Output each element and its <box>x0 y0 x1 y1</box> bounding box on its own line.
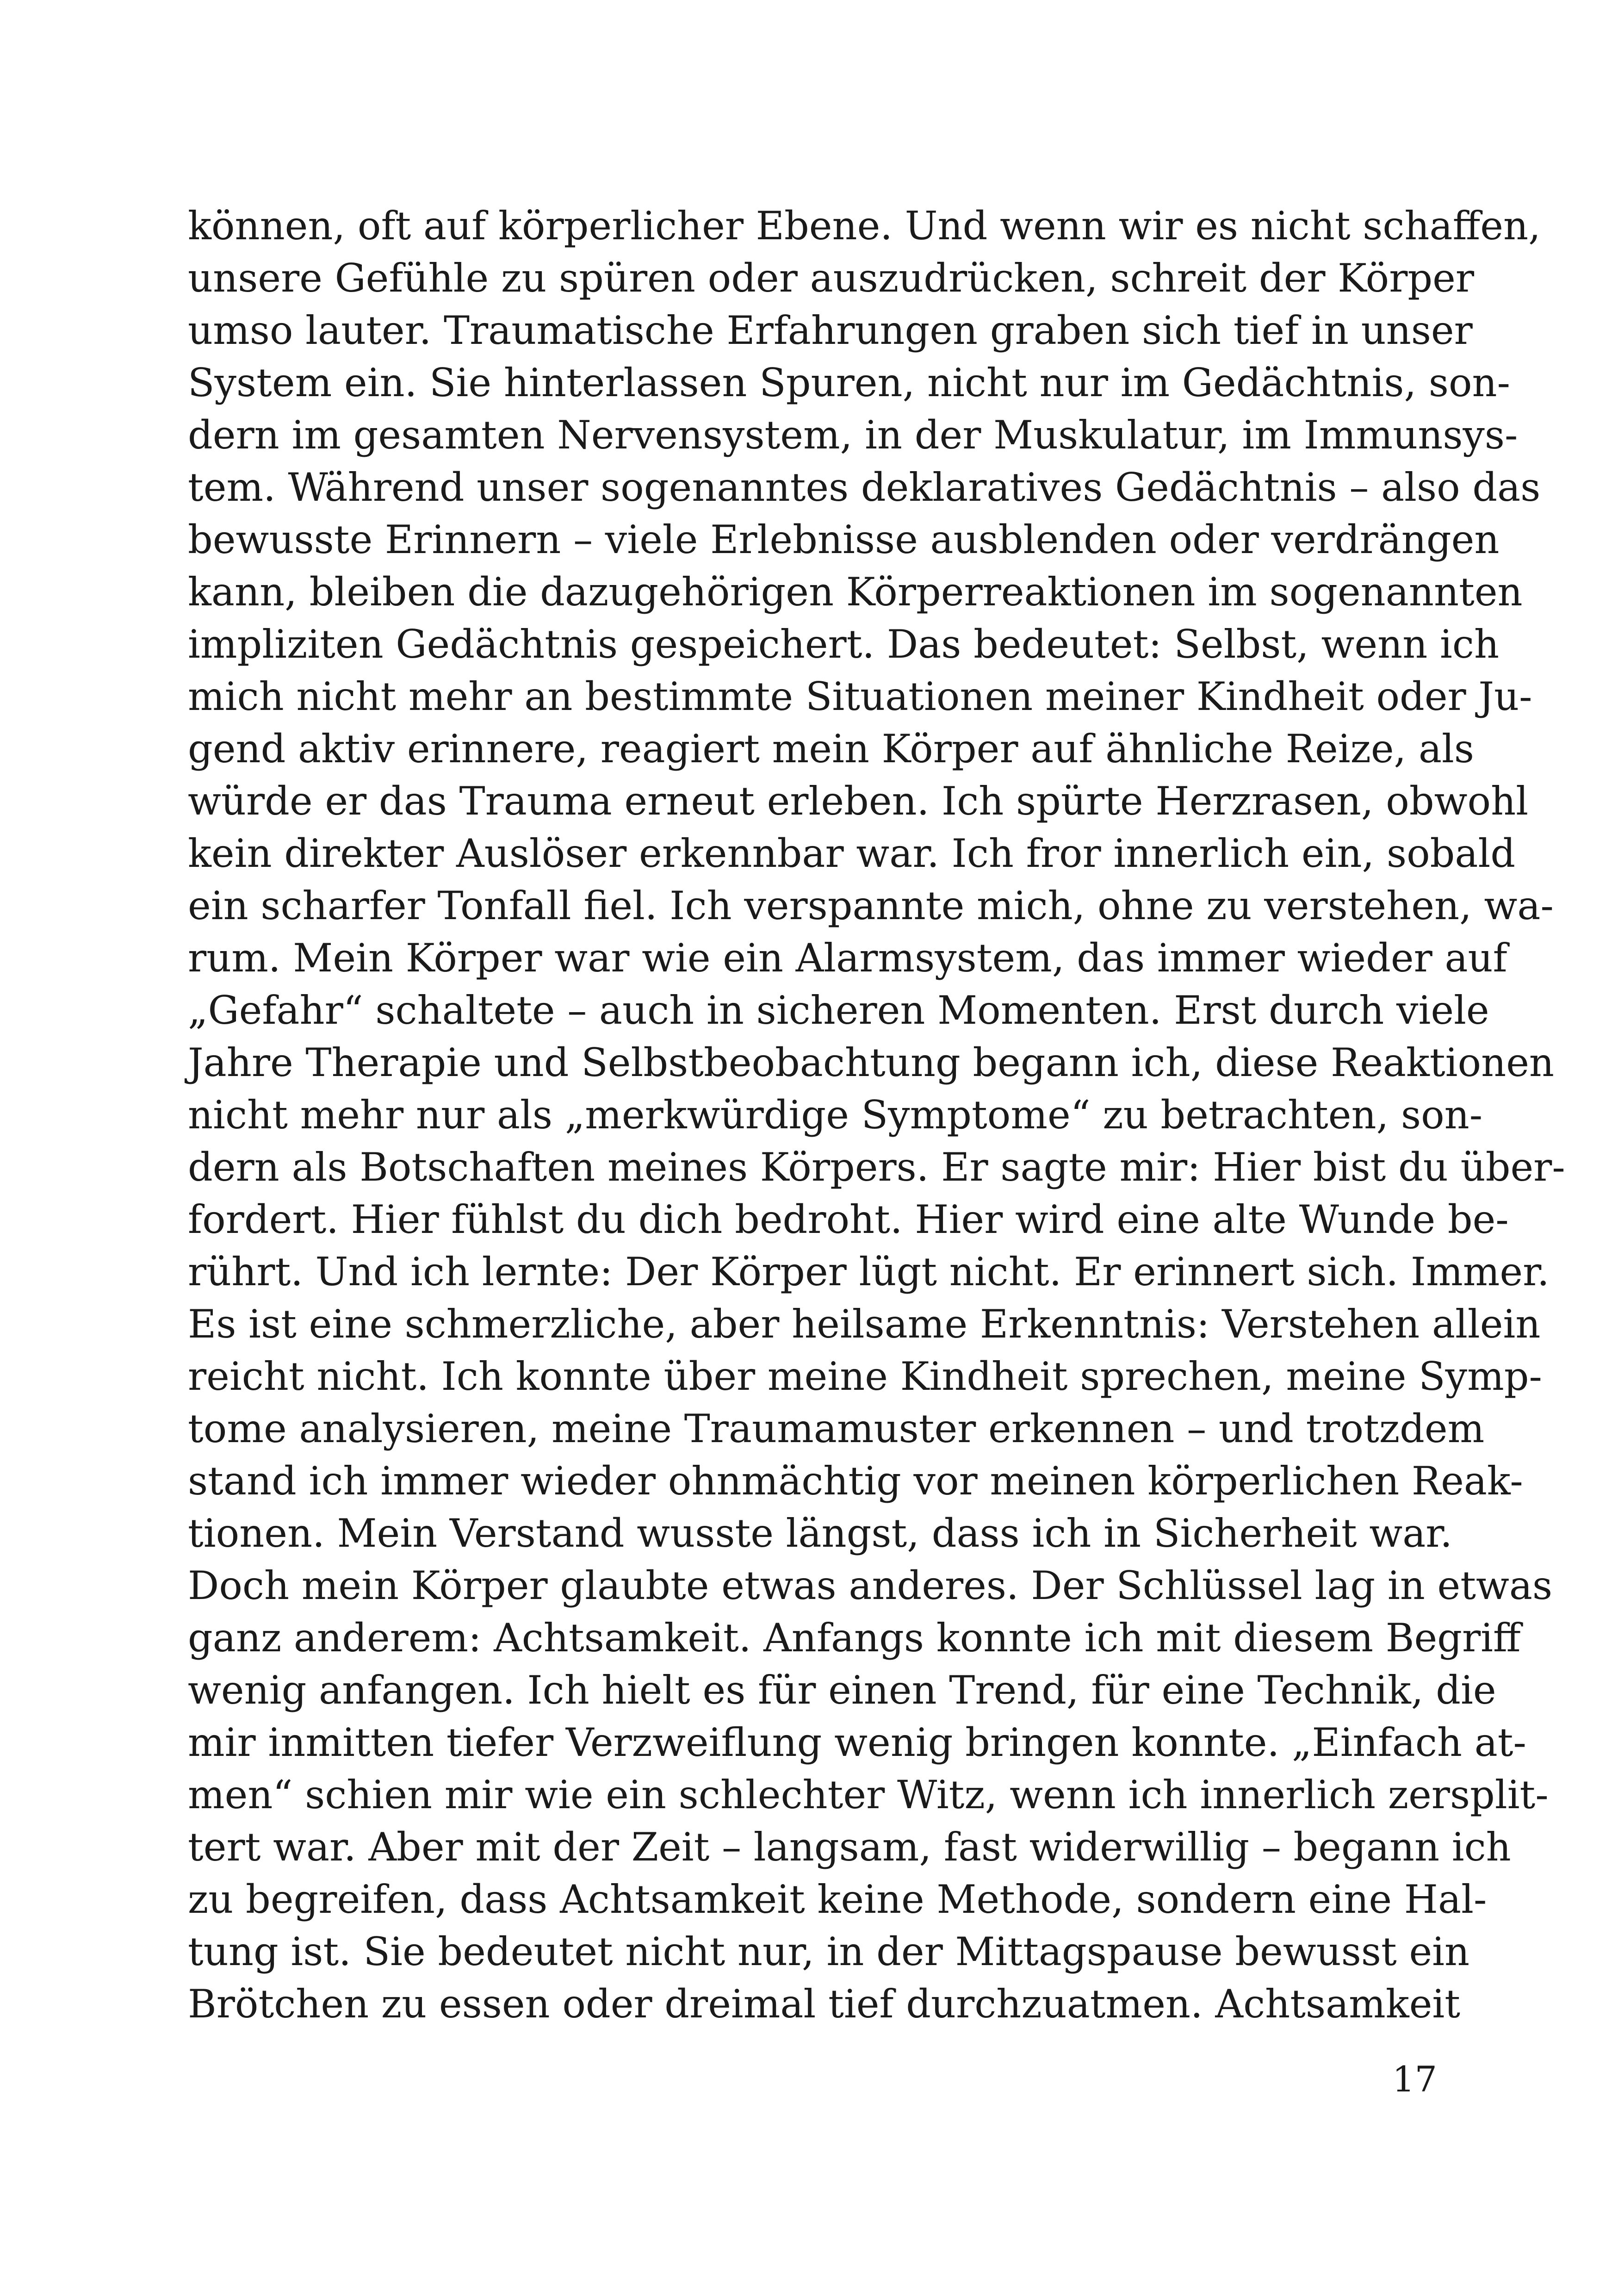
text-line: ganz anderem: Achtsamkeit. Anfangs konnte ich mit diesem Begriff <box>188 1615 1521 1661</box>
text-line: stand ich immer wieder ohnmächtig vor meinen körperlichen Reak- <box>188 1458 1523 1504</box>
text-line: Es ist eine schmerzliche, aber heilsame Erkenntnis: Verstehen allein <box>188 1301 1541 1347</box>
text-line: können, oft auf körperlicher Ebene. Und wenn wir es nicht schaffen, <box>188 203 1541 249</box>
body-text <box>188 200 1565 2030</box>
text-line: reicht nicht. Ich konnte über meine Kindheit sprechen, meine Symp- <box>188 1354 1542 1399</box>
text-line: dern im gesamten Nervensystem, in der Muskulatur, im Immunsys- <box>188 412 1518 458</box>
text-line: Doch mein Körper glaubte etwas anderes. Der Schlüssel lag in etwas <box>188 1563 1553 1608</box>
text-line: impliziten Gedächtnis gespeichert. Das bedeutet: Selbst, wenn ich <box>188 622 1500 667</box>
text-line: rührt. Und ich lernte: Der Körper lügt nicht. Er erinnert sich. Immer. <box>188 1249 1550 1294</box>
text-line: mich nicht mehr an bestimmte Situationen meiner Kindheit oder Ju- <box>188 674 1532 719</box>
text-line: tome analysieren, meine Traumamuster erkennen – und trotzdem <box>188 1406 1485 1451</box>
text-line: umso lauter. Traumatische Erfahrungen graben sich tief in unser <box>188 308 1473 353</box>
text-line: wenig anfangen. Ich hielt es für einen Trend, für eine Technik, die <box>188 1668 1496 1713</box>
text-line: dern als Botschaften meines Körpers. Er sagte mir: Hier bist du über- <box>188 1145 1565 1190</box>
text-line: würde er das Trauma erneut erleben. Ich spürte Herzrasen, obwohl <box>188 778 1529 824</box>
text-line: unsere Gefühle zu spüren oder auszudrücken, schreit der Körper <box>188 255 1475 301</box>
text-line: Brötchen zu essen oder dreimal tief durchzuatmen. Achtsamkeit <box>188 1981 1461 2027</box>
text-line: nicht mehr nur als „merkwürdige Symptome“ zu betrachten, son- <box>188 1092 1483 1138</box>
text-line: kann, bleiben die dazugehörigen Körperreaktionen im sogenannten <box>188 569 1523 615</box>
text-line: tert war. Aber mit der Zeit – langsam, fast widerwillig – begann ich <box>188 1824 1511 1870</box>
text-line: kein direkter Auslöser erkennbar war. Ich fror innerlich ein, sobald <box>188 831 1516 876</box>
text-line: rum. Mein Körper war wie ein Alarmsystem, das immer wieder auf <box>188 935 1507 981</box>
text-line: gend aktiv erinnere, reagiert mein Körper auf ähnliche Reize, als <box>188 726 1474 772</box>
text-line: tionen. Mein Verstand wusste längst, dass ich in Sicherheit war. <box>188 1511 1452 1556</box>
text-line: System ein. Sie hinterlassen Spuren, nicht nur im Gedächtnis, son- <box>188 360 1511 405</box>
text-line: mir inmitten tiefer Verzweiflung wenig bringen konnte. „Einfach at- <box>188 1720 1526 1765</box>
text-line: tung ist. Sie bedeutet nicht nur, in der Mittagspause bewusst ein <box>188 1929 1470 1974</box>
page-number: 17 <box>1392 2059 1437 2100</box>
text-line: zu begreifen, dass Achtsamkeit keine Methode, sondern eine Hal- <box>188 1877 1487 1922</box>
text-line: fordert. Hier fühlst du dich bedroht. Hier wird eine alte Wunde be- <box>188 1197 1509 1242</box>
text-line: Jahre Therapie und Selbstbeobachtung begann ich, diese Reaktionen <box>188 1040 1555 1085</box>
text-line: ein scharfer Tonfall fiel. Ich verspannte mich, ohne zu verstehen, wa- <box>188 883 1554 928</box>
text-line: men“ schien mir wie ein schlechter Witz, wenn ich innerlich zersplit- <box>188 1772 1549 1817</box>
text-line: „Gefahr“ schaltete – auch in sicheren Momenten. Erst durch viele <box>188 988 1489 1033</box>
text-line: bewusste Erinnern – viele Erlebnisse ausblenden oder verdrängen <box>188 517 1500 562</box>
text-line: tem. Während unser sogenanntes deklaratives Gedächtnis – also das <box>188 465 1541 510</box>
